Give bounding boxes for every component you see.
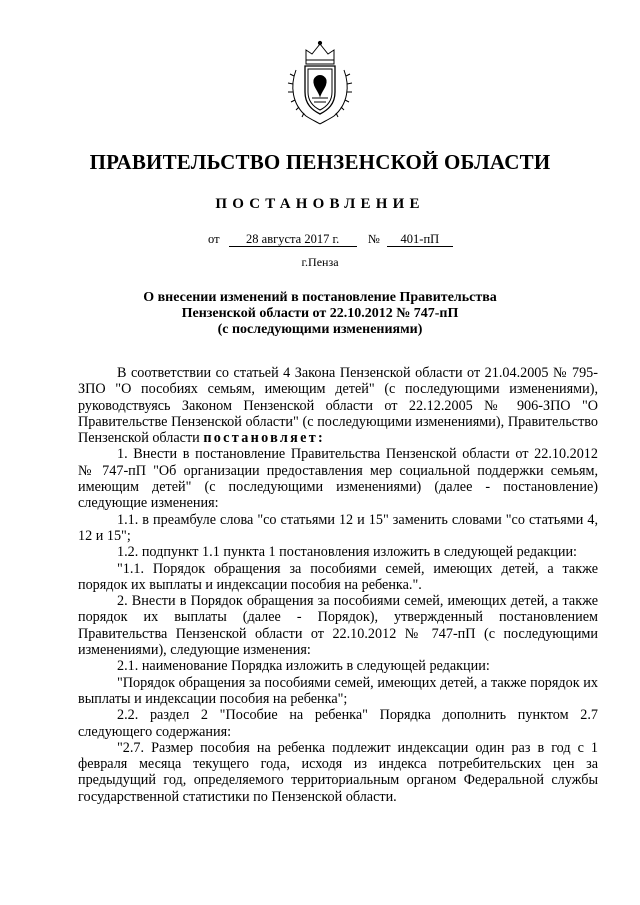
paragraph: 2.1. наименование Порядка изложить в следующей редакции:: [117, 658, 490, 675]
paragraph: 1.1. в преамбуле слова "со статьями 12 и 15" заменить словами "со статьями 4, 12 и 15";: [78, 511, 598, 544]
paragraph-text: В соответствии со статьей 4 Закона Пензенской области от 21.04.2005 № 795-ЗПО "О пособиях семьям, имеющим детей" (с последующими изменениями), руководствуясь Законом Пензенской области от 22.12.2005 № 906-ЗПО "О Правительстве Пензенской области" (с последующими изменениями), Правительство Пензенской области: [78, 365, 598, 447]
document-date: 28 августа 2017 г.: [229, 233, 357, 247]
resolution-keyword: постановляет:: [203, 430, 326, 447]
paragraph: [78, 365, 598, 446]
number-sign: №: [367, 232, 380, 246]
coat-of-arms-icon: [284, 40, 356, 126]
paragraph: "Порядок обращения за пособиями семей, имеющих детей, а также порядок их выплаты и индексации пособия на ребенка";: [78, 674, 598, 707]
paragraph: 1. Внести в постановление Правительства Пензенской области от 22.10.2012 № 747-пП "Об организации предоставления мер социальной поддержки семьям, имеющим детей" (с последующими изменениями) (далее - постановление) следующие изменения:: [78, 446, 598, 512]
paragraph: 2. Внести в Порядок обращения за пособиями семей, имеющих детей, а также порядок их выплаты (далее - Порядок), утвержденный постановлением Правительства Пензенской области от 22.10.2012 № 747-пП (с последующими изменениями), следующие изменения:: [78, 593, 598, 659]
document-body: [78, 365, 598, 805]
paragraph: 2.2. раздел 2 "Пособие на ребенка" Порядка дополнить пунктом 2.7 следующего содержания:: [78, 707, 598, 740]
subject-line: Пензенской области от 22.10.2012 № 747-пП: [181, 306, 459, 321]
paragraph: "1.1. Порядок обращения за пособиями семей, имеющих детей, а также порядок их выплаты и индексации пособия на ребенка.".: [78, 560, 598, 593]
city-name: г.Пенза: [301, 255, 339, 269]
paragraph: 1.2. подпункт 1.1 пункта 1 постановления изложить в следующей редакции:: [117, 544, 577, 561]
date-number-line: [208, 232, 468, 247]
document-number: 401-пП: [387, 233, 453, 247]
subject-line: О внесении изменений в постановление Правительства: [143, 290, 497, 305]
document-type: ПОСТАНОВЛЕНИЕ: [215, 196, 425, 212]
document-subject: [0, 290, 640, 338]
paragraph: "2.7. Размер пособия на ребенка подлежит индексации один раз в год с 1 февраля месяца текущего года, исходя из индекса потребительских цен за предыдущий год, определяемого территориальным органом Федеральной службы государственной статистики по Пензенской области.: [78, 739, 598, 805]
subject-line: (с последующими изменениями): [217, 322, 423, 337]
date-prefix: от: [208, 232, 220, 246]
government-title: ПРАВИТЕЛЬСТВО ПЕНЗЕНСКОЙ ОБЛАСТИ: [89, 150, 551, 174]
